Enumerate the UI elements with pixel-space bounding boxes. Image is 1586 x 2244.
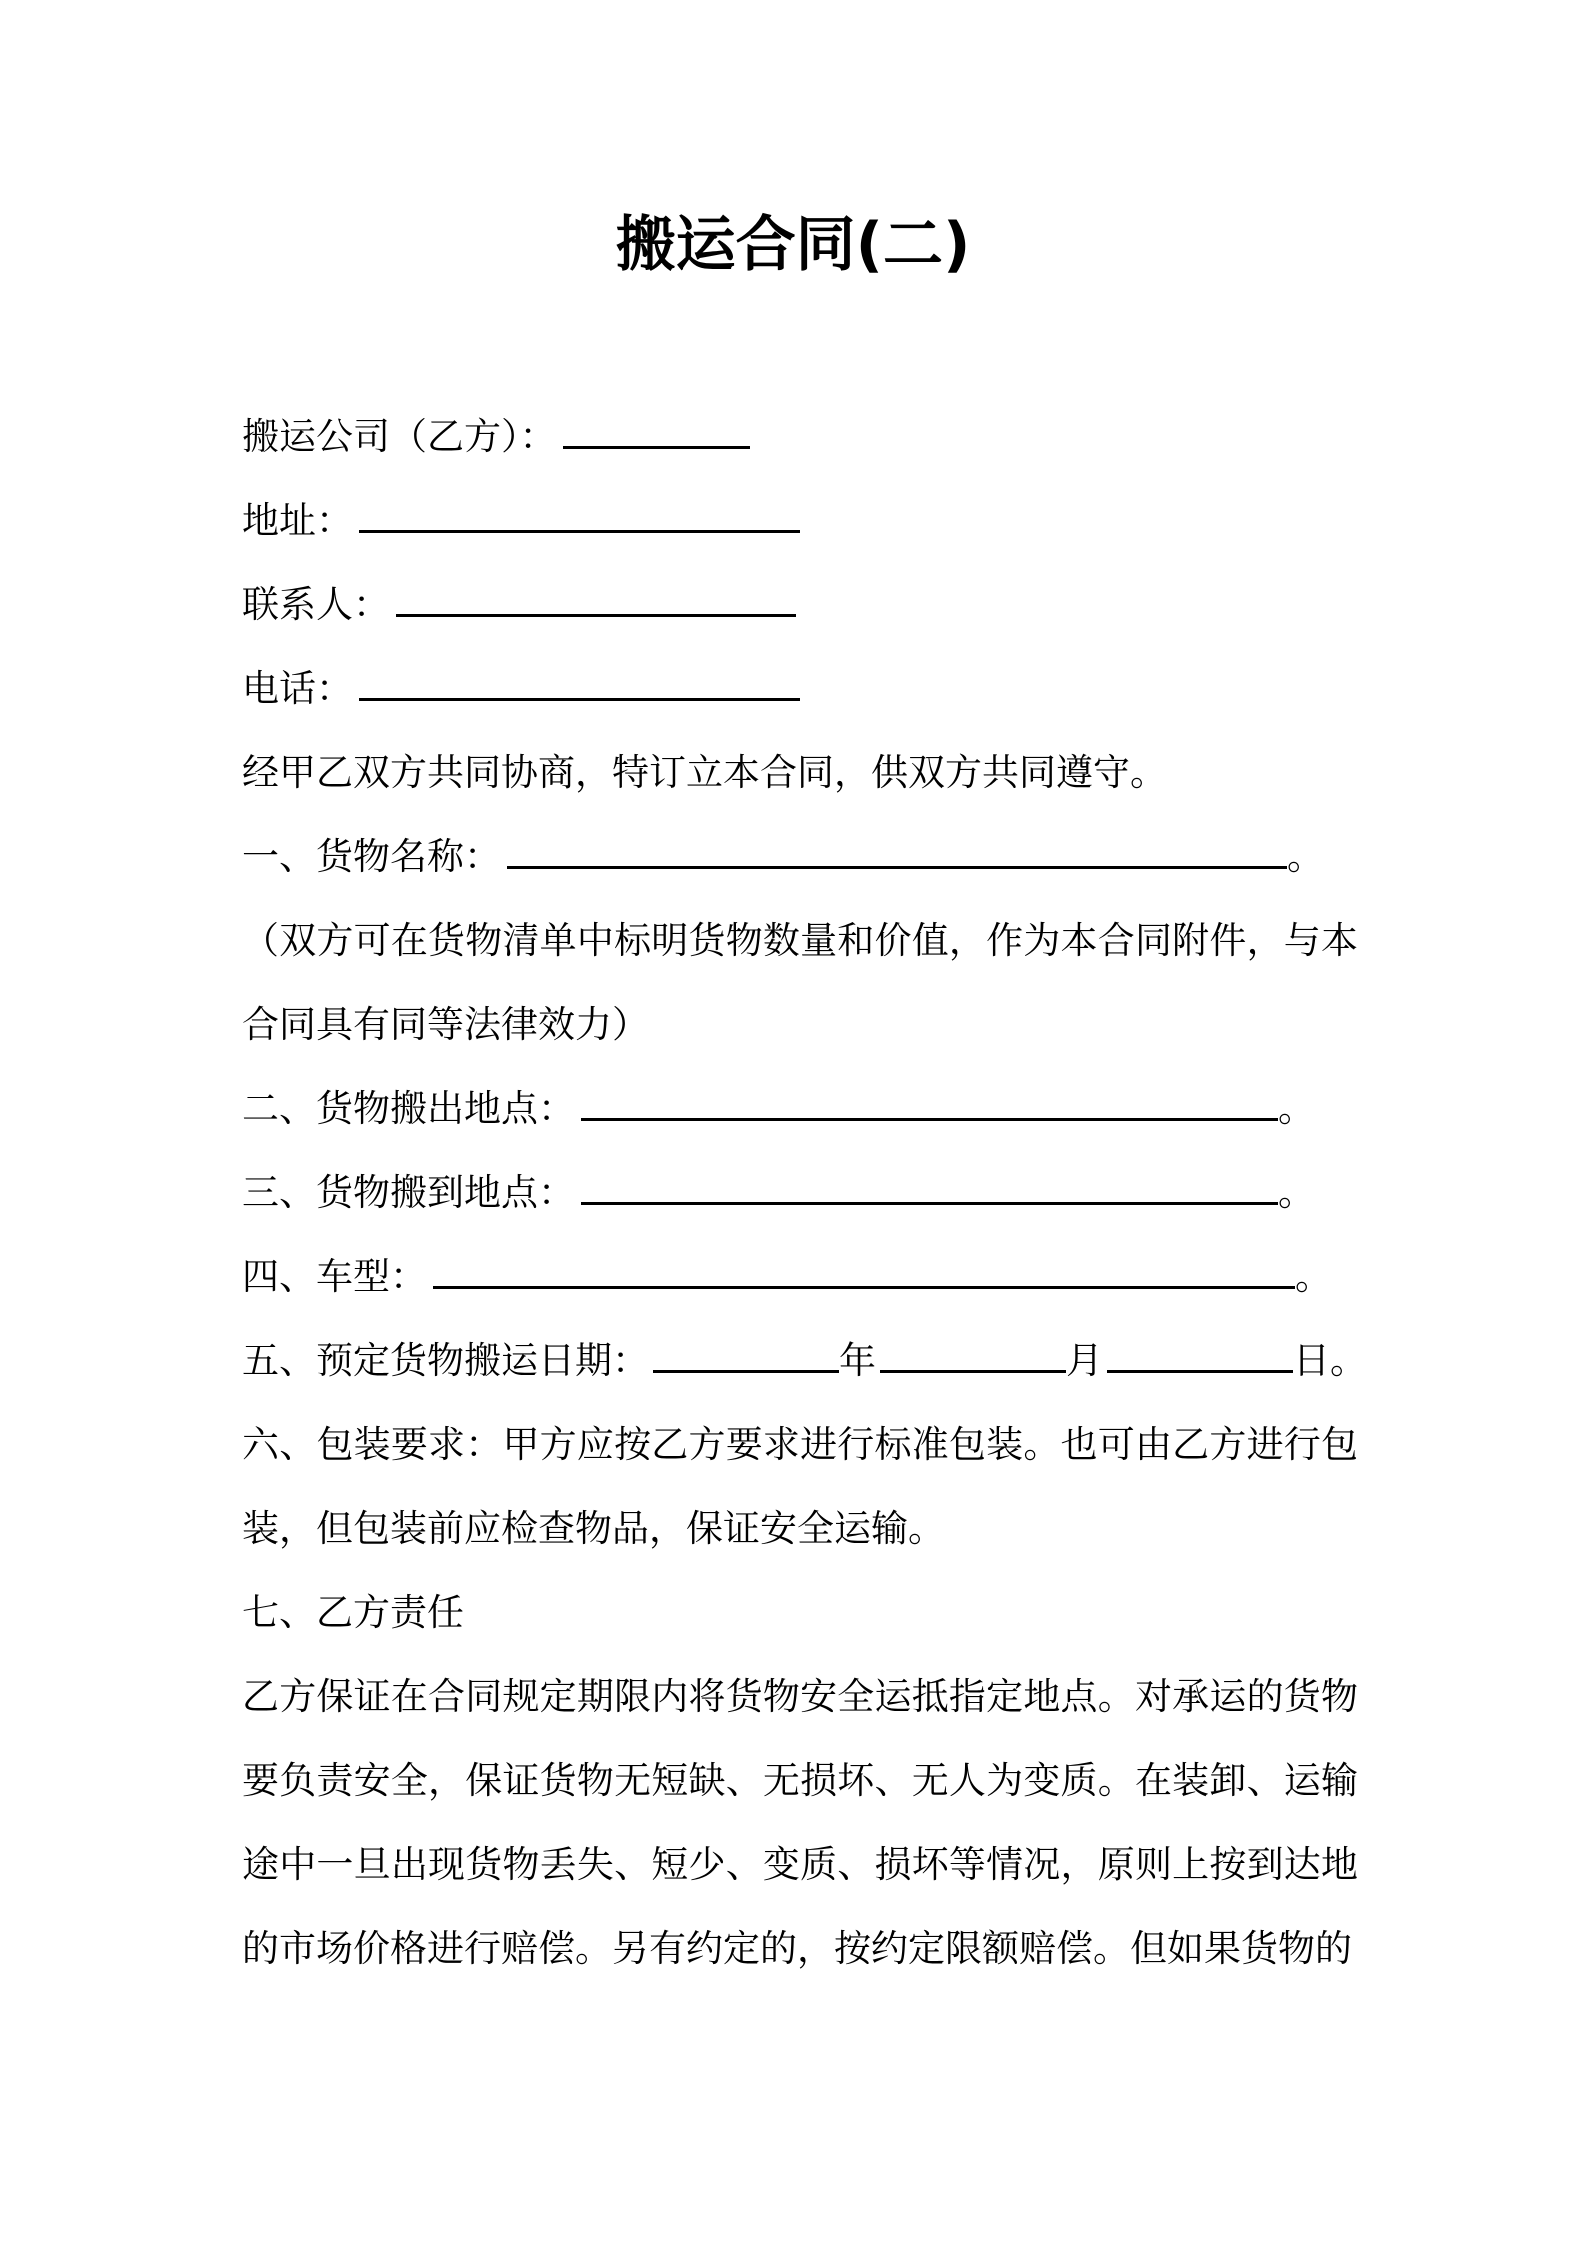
company-blank xyxy=(563,416,750,449)
contact-blank xyxy=(396,584,796,617)
phone-label: 电话： xyxy=(242,667,353,710)
responsibility-text: 乙方保证在合同规定期限内将货物安全运抵指定地点。对承运的货物要负责安全，保证货物无短缺、无损坏、无人为变质。在装卸、运输途中一旦出现货物丢失、短少、变质、损坏等情况，原则上按到达地的市场价格进行赔偿。另有约定的，按约定限额赔偿。但如果货物的 xyxy=(242,1675,1358,1970)
year-blank xyxy=(653,1340,839,1373)
responsibility-heading: 七、乙方责任 xyxy=(242,1591,464,1634)
goods-name-blank xyxy=(507,836,1287,869)
day-label: 日。 xyxy=(1293,1339,1367,1382)
vehicle-label: 四、车型： xyxy=(242,1255,427,1298)
origin-field xyxy=(242,1067,1358,1151)
company-label: 搬运公司（乙方）： xyxy=(242,415,557,458)
day-blank xyxy=(1107,1340,1293,1373)
intro-text: 经甲乙双方共同协商，特订立本合同，供双方共同遵守。 xyxy=(242,751,1167,794)
contact-field xyxy=(242,563,1358,647)
period: 。 xyxy=(1278,1171,1315,1214)
period: 。 xyxy=(1278,1087,1315,1130)
contract-body xyxy=(242,395,1367,1991)
origin-label: 二、货物搬出地点： xyxy=(242,1087,575,1130)
company-field xyxy=(242,395,1358,479)
address-blank xyxy=(359,500,800,533)
period: 。 xyxy=(1295,1255,1332,1298)
period: 。 xyxy=(1287,835,1324,878)
document-title: 搬运合同(二) xyxy=(615,210,971,280)
phone-blank xyxy=(359,668,800,701)
vehicle-field xyxy=(242,1235,1358,1319)
date-field xyxy=(242,1319,1367,1403)
destination-label: 三、货物搬到地点： xyxy=(242,1171,575,1214)
month-blank xyxy=(880,1340,1066,1373)
month-label: 月 xyxy=(1066,1339,1103,1382)
destination-blank xyxy=(581,1172,1278,1205)
phone-field xyxy=(242,647,1358,731)
goods-note: （双方可在货物清单中标明货物数量和价值，作为本合同附件，与本合同具有同等法律效力） xyxy=(242,919,1358,1046)
destination-field xyxy=(242,1151,1358,1235)
address-field xyxy=(242,479,1358,563)
goods-name-label: 一、货物名称： xyxy=(242,835,501,878)
vehicle-blank xyxy=(433,1256,1295,1289)
origin-blank xyxy=(581,1088,1278,1121)
packaging-clause: 六、包装要求：甲方应按乙方要求进行标准包装。也可由乙方进行包装，但包装前应检查物品，保证安全运输。 xyxy=(242,1423,1358,1550)
address-label: 地址： xyxy=(242,499,353,542)
goods-name-field xyxy=(242,815,1358,899)
year-label: 年 xyxy=(839,1339,876,1382)
date-label: 五、预定货物搬运日期： xyxy=(242,1339,649,1382)
contact-label: 联系人： xyxy=(242,583,390,626)
